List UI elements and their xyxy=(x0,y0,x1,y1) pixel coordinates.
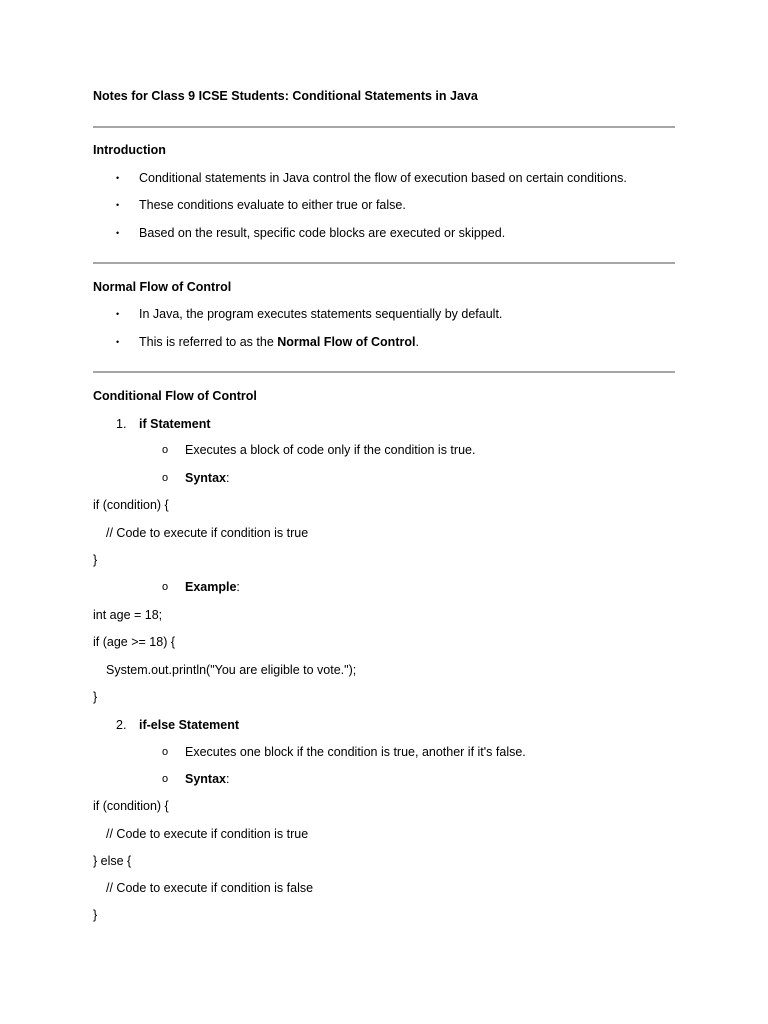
list-item: Executes a block of code only if the condition is true. xyxy=(185,443,476,457)
code-line: int age = 18; xyxy=(93,608,163,622)
colon: : xyxy=(236,580,240,594)
circle-bullet-icon: o xyxy=(162,581,169,593)
circle-bullet-icon: o xyxy=(162,773,169,785)
list-item xyxy=(185,470,229,486)
period: . xyxy=(415,335,419,349)
code-line: if (condition) { xyxy=(93,498,169,512)
circle-bullet-icon: o xyxy=(162,746,169,758)
list-item: Conditional statements in Java control the flow of execution based on certain conditions. xyxy=(139,171,627,185)
bold-term: Normal Flow of Control xyxy=(277,335,416,349)
code-line: // Code to execute if condition is false xyxy=(106,881,314,895)
subheading-if-else-statement: if-else Statement xyxy=(139,718,240,732)
subheading-if-statement: if Statement xyxy=(139,417,211,431)
circle-bullet-icon: o xyxy=(162,444,169,456)
list-item xyxy=(185,579,240,595)
colon: : xyxy=(226,772,230,786)
code-line: } xyxy=(93,553,98,567)
divider xyxy=(93,126,675,128)
section-heading-introduction: Introduction xyxy=(93,143,166,157)
bullet-icon: • xyxy=(116,173,120,183)
bullet-icon: • xyxy=(116,200,120,210)
colon: : xyxy=(226,471,230,485)
code-line: } xyxy=(93,690,98,704)
code-line: // Code to execute if condition is true xyxy=(106,526,309,540)
code-line: // Code to execute if condition is true xyxy=(106,827,309,841)
code-line: } xyxy=(93,908,98,922)
divider xyxy=(93,262,675,264)
bullet-icon: • xyxy=(116,228,120,238)
list-item-text: This is referred to as the xyxy=(139,335,278,349)
bullet-icon: • xyxy=(116,309,120,319)
bullet-icon: • xyxy=(116,337,120,347)
code-line: System.out.println("You are eligible to vote."); xyxy=(106,663,357,677)
syntax-label: Syntax xyxy=(185,772,226,786)
circle-bullet-icon: o xyxy=(162,472,169,484)
list-item xyxy=(139,334,419,350)
code-line: } else { xyxy=(93,854,132,868)
section-heading-normal-flow: Normal Flow of Control xyxy=(93,280,232,294)
list-item: Based on the result, specific code blocks are executed or skipped. xyxy=(139,226,506,240)
page-title: Notes for Class 9 ICSE Students: Conditional Statements in Java xyxy=(93,89,478,103)
divider xyxy=(93,371,675,373)
code-line: if (condition) { xyxy=(93,799,169,813)
code-line: if (age >= 18) { xyxy=(93,635,176,649)
list-number: 2. xyxy=(116,718,127,732)
syntax-label: Syntax xyxy=(185,471,226,485)
list-item: These conditions evaluate to either true or false. xyxy=(139,198,406,212)
section-heading-conditional-flow: Conditional Flow of Control xyxy=(93,389,257,403)
list-number: 1. xyxy=(116,417,127,431)
list-item xyxy=(185,771,229,787)
list-item: Executes one block if the condition is true, another if it's false. xyxy=(185,745,526,759)
list-item: In Java, the program executes statements sequentially by default. xyxy=(139,307,503,321)
example-label: Example xyxy=(185,580,237,594)
